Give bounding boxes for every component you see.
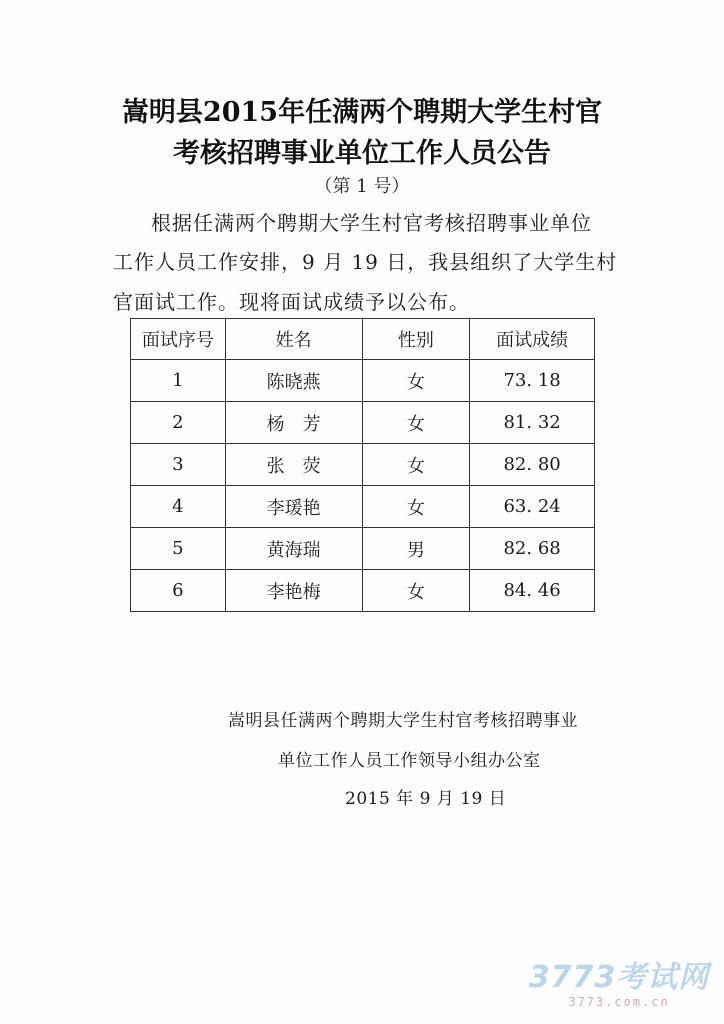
title-line-2: 考核招聘事业单位工作人员公告 xyxy=(173,138,551,169)
table-row xyxy=(131,486,595,528)
cell-number: 6 xyxy=(131,570,226,612)
footer-organization-line-1: 嵩明县任满两个聘期大学生村官考核招聘事业 xyxy=(228,711,578,731)
body-paragraph-line-2: 工作人员工作安排，9 月 19 日，我县组织了大学生村 xyxy=(113,250,618,274)
cell-score: 63. 24 xyxy=(470,486,595,528)
cell-name: 杨 芳 xyxy=(225,402,362,444)
cell-gender: 女 xyxy=(362,360,470,402)
cell-name: 李艳梅 xyxy=(225,570,362,612)
title-line-1: 嵩明县2015年任满两个聘期大学生村官 xyxy=(121,97,603,128)
cell-score: 73. 18 xyxy=(470,360,595,402)
cell-name: 黄海瑞 xyxy=(225,528,362,570)
cell-name: 张 荧 xyxy=(225,444,362,486)
cell-score: 84. 46 xyxy=(470,570,595,612)
table-header-row xyxy=(131,319,595,360)
cell-gender: 男 xyxy=(362,528,470,570)
cell-number: 2 xyxy=(131,402,226,444)
cell-gender: 女 xyxy=(362,486,470,528)
cell-gender: 女 xyxy=(362,570,470,612)
header-name: 姓名 xyxy=(225,319,362,360)
header-interview-number: 面试序号 xyxy=(131,319,226,360)
watermark-logo-text: 3773考试网 xyxy=(528,960,710,995)
cell-number: 3 xyxy=(131,444,226,486)
footer-organization-line-2: 单位工作人员工作领导小组办公室 xyxy=(278,751,541,771)
site-watermark xyxy=(524,962,714,1022)
table-row xyxy=(131,528,595,570)
cell-number: 4 xyxy=(131,486,226,528)
cell-name: 陈晓燕 xyxy=(225,360,362,402)
cell-number: 1 xyxy=(131,360,226,402)
body-paragraph-line-1: 根据任满两个聘期大学生村官考核招聘事业单位 xyxy=(151,211,592,235)
document-number: （第 1 号） xyxy=(314,176,410,197)
cell-number: 5 xyxy=(131,528,226,570)
body-paragraph-line-3: 官面试工作。现将面试成绩予以公布。 xyxy=(113,290,470,314)
footer-date: 2015 年 9 月 19 日 xyxy=(345,789,507,809)
cell-score: 81. 32 xyxy=(470,402,595,444)
interview-scores-table xyxy=(130,318,595,612)
cell-name: 李瑗艳 xyxy=(225,486,362,528)
table-row xyxy=(131,570,595,612)
cell-gender: 女 xyxy=(362,444,470,486)
table-row xyxy=(131,360,595,402)
cell-score: 82. 80 xyxy=(470,444,595,486)
header-gender: 性别 xyxy=(362,319,470,360)
watermark-url: 3773.com.cn xyxy=(568,995,670,1009)
cell-score: 82. 68 xyxy=(470,528,595,570)
table-row xyxy=(131,402,595,444)
cell-gender: 女 xyxy=(362,402,470,444)
header-score: 面试成绩 xyxy=(470,319,595,360)
table-row xyxy=(131,444,595,486)
